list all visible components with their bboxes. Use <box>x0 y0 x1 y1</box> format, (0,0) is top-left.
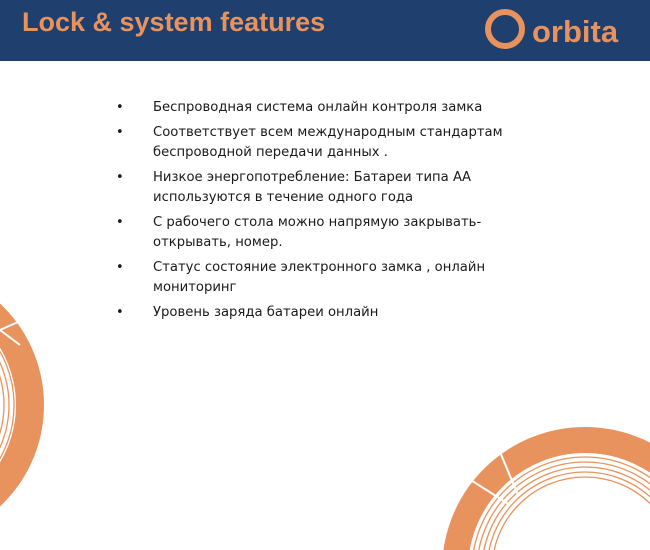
list-item-text: используются в течение одного года <box>153 190 414 205</box>
list-item-text: С рабочего стола можно напрямую закрывать- <box>153 215 482 230</box>
logo-wordmark: orbita <box>532 14 619 49</box>
list-item-text: открывать, номер. <box>153 235 283 250</box>
bullet-icon: • <box>116 260 124 275</box>
header-bar <box>0 0 650 61</box>
list-item-text: Соответствует всем международным стандартам <box>153 125 503 140</box>
bullet-icon: • <box>116 100 124 115</box>
list-item-text: мониторинг <box>153 280 237 295</box>
feature-list <box>112 98 532 328</box>
list-item-text: Статус состояние электронного замка , онлайн <box>153 260 486 275</box>
list-item <box>112 168 532 208</box>
slide-title: Lock & system features <box>22 7 326 37</box>
right-ring-decoration <box>455 440 650 550</box>
list-item <box>112 98 532 118</box>
list-item <box>112 258 532 298</box>
list-item <box>112 213 532 253</box>
left-ring-decoration <box>0 280 30 530</box>
list-item-text: Низкое энергопотребление: Батареи типа АА <box>153 170 471 185</box>
list-item <box>112 123 532 163</box>
list-item <box>112 303 532 323</box>
bullet-icon: • <box>116 305 124 320</box>
bullet-icon: • <box>116 170 124 185</box>
orbita-logo <box>480 4 648 58</box>
bullet-icon: • <box>116 125 124 140</box>
list-item-text: Уровень заряда батареи онлайн <box>153 305 379 320</box>
list-item-text: Беспроводная система онлайн контроля замка <box>153 100 483 115</box>
list-item-text: беспроводной передачи данных . <box>153 145 388 160</box>
bullet-icon: • <box>116 215 124 230</box>
